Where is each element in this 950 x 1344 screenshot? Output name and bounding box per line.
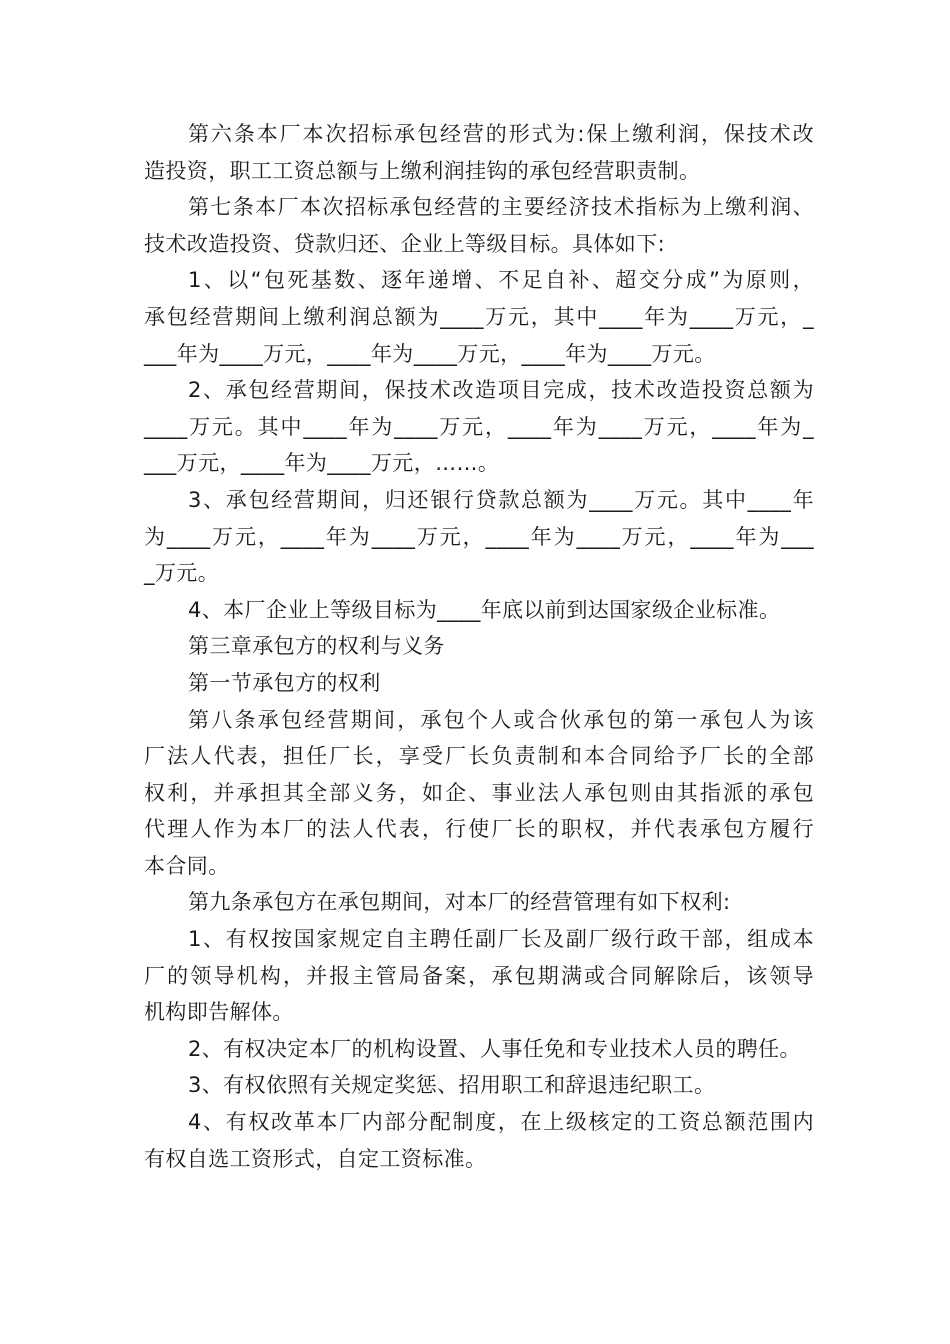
text-line: 造投资，职工工资总额与上缴利润挂钩的承包经营职责制。 bbox=[144, 158, 701, 183]
text-line: 1、有权按国家规定自主聘任副厂长及副厂级行政干部，组成本 bbox=[188, 927, 814, 952]
document-body bbox=[144, 116, 814, 1177]
text-line: 代理人作为本厂的法人代表，行使厂长的职权，并代表承包方履行 bbox=[144, 817, 814, 842]
text-line: 为____万元，____年为____万元，____年为____万元，____年为___ bbox=[144, 524, 814, 549]
text-line: 1、以“包死基数、逐年递增、不足自补、超交分成”为原则， bbox=[188, 268, 814, 293]
text-line: 3、有权依照有关规定奖惩、招用职工和辞退违纪职工。 bbox=[188, 1073, 716, 1098]
text-line: 厂法人代表，担任厂长，享受厂长负责制和本合同给予厂长的全部 bbox=[144, 744, 814, 769]
text-line: 第八条承包经营期间，承包个人或合伙承包的第一承包人为该 bbox=[188, 707, 814, 732]
text-line: 第七条本厂本次招标承包经营的主要经济技术指标为上缴利润、 bbox=[188, 195, 814, 220]
text-line: ___万元，____年为____万元，……。 bbox=[144, 451, 500, 476]
text-line: 权利，并承担其全部义务，如企、事业法人承包则由其指派的承包 bbox=[144, 780, 814, 805]
text-line: 2、承包经营期间，保技术改造项目完成，技术改造投资总额为 bbox=[188, 378, 814, 403]
text-line: 4、本厂企业上等级目标为____年底以前到达国家级企业标准。 bbox=[188, 597, 781, 622]
text-line: 第九条承包方在承包期间，对本厂的经营管理有如下权利: bbox=[188, 890, 731, 915]
text-line: 第一节承包方的权利 bbox=[188, 670, 381, 695]
text-line: 第三章承包方的权利与义务 bbox=[188, 634, 445, 659]
text-line: 本合同。 bbox=[144, 853, 230, 878]
text-line: 承包经营期间上缴利润总额为____万元，其中____年为____万元，_ bbox=[144, 304, 814, 329]
text-line: 4、有权改革本厂内部分配制度，在上级核定的工资总额范围内 bbox=[188, 1110, 814, 1135]
text-line: ____万元。其中____年为____万元，____年为____万元，____年为_ bbox=[144, 414, 814, 439]
text-line: 2、有权决定本厂的机构设置、人事任免和专业技术人员的聘任。 bbox=[188, 1036, 801, 1061]
text-line: ___年为____万元，____年为____万元，____年为____万元。 bbox=[144, 341, 716, 366]
text-line: 技术改造投资、贷款归还、企业上等级目标。具体如下: bbox=[144, 231, 666, 256]
text-line: 第六条本厂本次招标承包经营的形式为:保上缴利润，保技术改 bbox=[188, 122, 814, 146]
text-line: 3、承包经营期间，归还银行贷款总额为____万元。其中____年 bbox=[188, 487, 814, 512]
text-line: _万元。 bbox=[144, 561, 220, 586]
text-line: 有权自选工资形式，自定工资标准。 bbox=[144, 1146, 487, 1171]
text-line: 机构即告解体。 bbox=[144, 1000, 294, 1025]
text-line: 厂的领导机构，并报主管局备案，承包期满或合同解除后，该领导 bbox=[144, 963, 814, 988]
